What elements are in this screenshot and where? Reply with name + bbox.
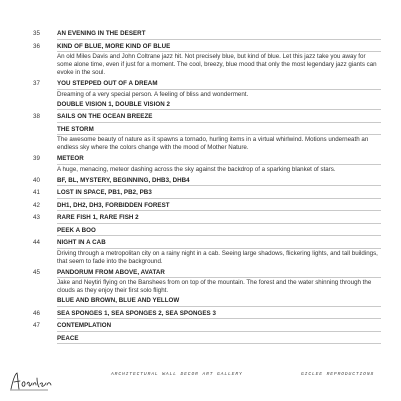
item-description: The awesome beauty of nature as it spawns a tornado, hurling items in a virtual whirlwind. Motions underneath an endless sky where the colors change with the mood of Mother Nature. xyxy=(57,136,369,151)
item-title: LOST IN SPACE, PB1, PB2, PB3 xyxy=(57,189,381,199)
item-number: 39 xyxy=(33,155,40,162)
item-title: NIGHT IN A CAB xyxy=(57,239,381,249)
item-number: 42 xyxy=(33,201,40,209)
list-item xyxy=(33,239,381,266)
item-title: KIND OF BLUE, MORE KIND OF BLUE xyxy=(57,43,381,53)
item-number: 46 xyxy=(33,309,40,317)
giclee-label: GICLEE REPRODUCTIONS xyxy=(301,372,375,377)
list-item xyxy=(33,269,381,296)
item-title: PEACE xyxy=(57,335,381,345)
item-number: 47 xyxy=(33,322,40,329)
item-number: 43 xyxy=(33,214,40,221)
item-number: 44 xyxy=(33,239,40,246)
list-item xyxy=(33,101,381,111)
catalog-list xyxy=(33,30,381,344)
list-item xyxy=(33,113,381,123)
item-number: 40 xyxy=(33,176,40,184)
list-item xyxy=(33,126,381,153)
list-item xyxy=(33,43,381,78)
item-title: SAILS ON THE OCEAN BREEZE xyxy=(57,113,381,123)
item-title: AN EVENING IN THE DESERT xyxy=(57,30,381,40)
item-number: 37 xyxy=(33,80,40,87)
list-item xyxy=(33,297,381,307)
list-item xyxy=(33,335,381,345)
page-footer xyxy=(0,364,401,394)
item-title: PEEK A BOO xyxy=(57,227,381,237)
item-title: DH1, DH2, DH3, FORBIDDEN FOREST xyxy=(57,202,381,212)
item-title: METEOR xyxy=(57,155,381,165)
item-description: Jake and Neytiri flying on the Banshees from on top of the mountain. The forest and the water shinning through the clouds as they enjoy their first solo flight. xyxy=(57,279,372,294)
item-title: CONTEMPLATION xyxy=(57,322,381,332)
list-item xyxy=(33,227,381,237)
item-title: BLUE AND BROWN, BLUE AND YELLOW xyxy=(57,297,381,307)
item-number: 36 xyxy=(33,42,40,50)
item-title: THE STORM xyxy=(57,126,381,136)
list-item xyxy=(33,189,381,199)
item-number: 35 xyxy=(33,30,40,37)
item-description: An old Miles Davis and John Coltrane jazz hit. Not precisely blue, but kind of blue. Let this jazz take you away for some alone time, even if just for a moment. The cool, breezy, blue mood that only the most legendary jazz giants can evoke in the soul. xyxy=(57,53,377,76)
item-number: 41 xyxy=(33,189,40,196)
list-item xyxy=(33,310,381,320)
item-title: BF, BL, MYSTERY, BEGINNING, DHB3, DHB4 xyxy=(57,177,381,187)
item-description: A huge, menacing, meteor dashing across the sky against the backdrop of a sparking blanket of stars. xyxy=(57,165,336,173)
item-title: RARE FISH 1, RARE FISH 2 xyxy=(57,214,381,224)
item-title: DOUBLE VISION 1, DOUBLE VISION 2 xyxy=(57,101,381,111)
item-number: 38 xyxy=(33,113,40,120)
list-item xyxy=(33,155,381,174)
list-item xyxy=(33,202,381,212)
item-description: Driving through a metropolitan city on a rainy night in a cab. Seeing large shadows, flickering lights, and tall buildings, that seem to fade into the background. xyxy=(57,249,378,265)
list-item xyxy=(33,214,381,224)
item-description: Dreaming of a very special person. A feeling of bliss and wonderment. xyxy=(57,90,249,98)
list-item xyxy=(33,30,381,40)
gallery-name: ARCHITECTURAL WALL DECOR ART GALLERY xyxy=(111,372,243,377)
item-title: YOU STEPPED OUT OF A DREAM xyxy=(57,80,381,90)
list-item xyxy=(33,322,381,332)
list-item xyxy=(33,80,381,99)
artist-signature xyxy=(8,370,54,392)
item-number: 45 xyxy=(33,268,40,276)
list-item xyxy=(33,177,381,187)
item-title: SEA SPONGES 1, SEA SPONGES 2, SEA SPONGES 3 xyxy=(57,310,381,320)
item-title: PANDORUM FROM ABOVE, AVATAR xyxy=(57,269,381,279)
